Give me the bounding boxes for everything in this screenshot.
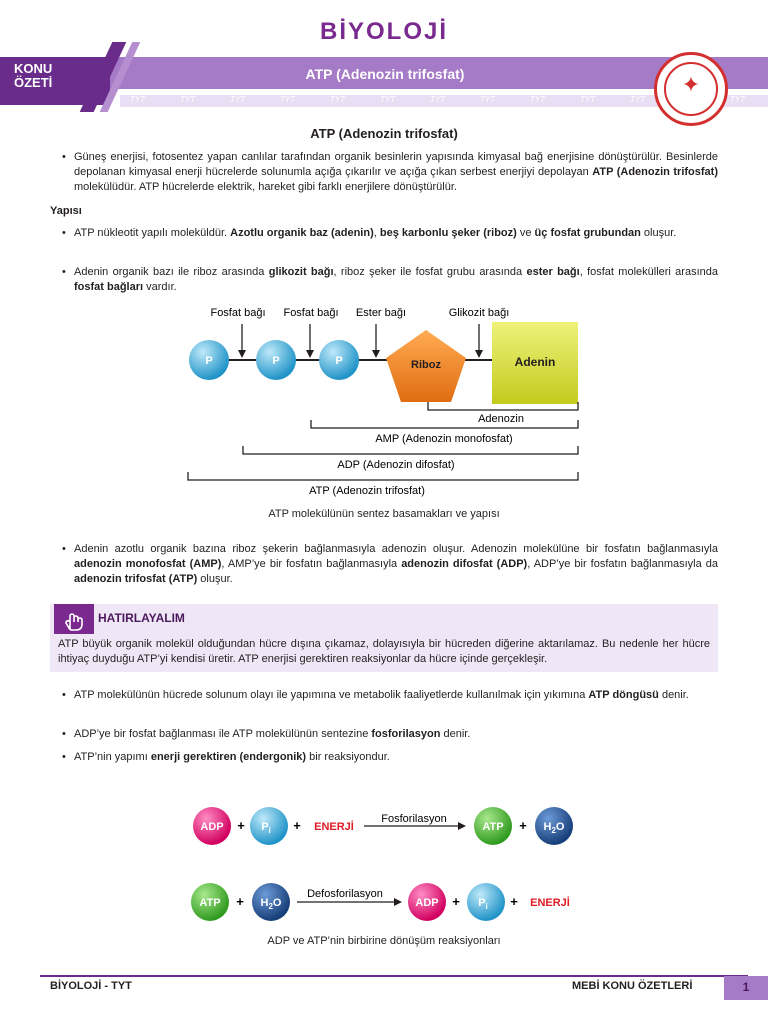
yapisi-bullet-1	[62, 226, 718, 241]
bullet: •	[62, 751, 66, 763]
text: Adenin organik bazı ile riboz arasında	[74, 266, 269, 278]
water-label: $H_2O$	[260, 897, 282, 911]
ribose-label: Riboz	[411, 359, 441, 371]
hand-pointer-icon	[54, 604, 94, 634]
footer-series: MEBİ KONU ÖZETLERİ	[572, 980, 693, 992]
intro-text-end: molekülüdür. ATP hücrelerde elektrik, hareket gibi farklı enerjilere dönüştürülür.	[74, 181, 457, 193]
bracket-atp	[188, 472, 578, 480]
tyt-label: TYT	[180, 95, 196, 104]
intro-text: Güneş enerjisi, fotosentez yapan canlılar tarafından organik besinlerin yapısında kimyasal bağ enerjisine dönüştürülür. Besinlerde depolanan kimyasal enerji hücrelerde solunumla açığa çıkarılır ve açığa çıkan serbest enerjiyi depolayan	[74, 151, 718, 178]
adp-label: ADP	[200, 821, 224, 833]
atp-structure-diagram	[0, 300, 768, 530]
bullet: •	[62, 543, 66, 555]
yapisi-heading: Yapısı	[50, 205, 82, 217]
text: , fosfat molekülleri arasında	[579, 266, 718, 278]
bold-term: üç fosfat grubundan	[534, 227, 641, 239]
bold-term: fosfat bağları	[74, 281, 144, 293]
bond-label-glikozit: Glikozit bağı	[448, 307, 510, 319]
footer-rule	[40, 975, 748, 977]
hatirlayalim-text: ATP büyük organik molekül olduğundan hücre dışına çıkamaz, dolayısıyla bir hücreden diğerine aktarılamaz. Bu nedenle her hücre ihtiyaç duyduğu ATP’yi kendisi üretir. ATP enerjisi gerektiren reaksiyonlar da hücre içinde gerçekleşir.	[58, 638, 710, 665]
bond-arrow	[372, 324, 380, 358]
text: ,	[373, 227, 380, 239]
bond-label-fosfat-2: Fosfat bağı	[283, 307, 339, 319]
bond-label-fosfat-1: Fosfat bağı	[210, 307, 266, 319]
bold-term: glikozit bağı	[268, 266, 334, 278]
atp-dongusu-bullet	[62, 688, 718, 703]
text: ve	[516, 227, 535, 239]
plus-sign: +	[293, 818, 301, 833]
bracket-amp-label: AMP (Adenozin monofosfat)	[375, 433, 513, 445]
tyt-label: TYT	[580, 95, 596, 104]
bold-term: ester bağı	[526, 266, 580, 278]
text: , AMP’ye bir fosfatın bağlanmasıyla	[221, 558, 402, 570]
text: oluşur.	[640, 227, 677, 239]
bond-arrow	[475, 324, 483, 358]
tyt-label: TYT	[430, 95, 446, 104]
pi-label: $P_i$	[261, 821, 271, 835]
konu-ozeti-label	[14, 62, 74, 90]
water-label: $H_2O$	[543, 821, 565, 835]
energy-label: ENERJİ	[314, 821, 354, 833]
bracket-amp	[311, 420, 578, 428]
adenine-label: Adenin	[514, 355, 556, 369]
intro-bold: ATP (Adenozin trifosfat)	[592, 166, 718, 178]
text: oluşur.	[197, 573, 233, 585]
tyt-label: TYT	[480, 95, 496, 104]
bold-term: adenozin monofosfat (AMP)	[74, 558, 222, 570]
text: denir.	[440, 728, 471, 740]
text: denir.	[658, 689, 689, 701]
bullet: •	[62, 689, 66, 701]
yapisi-bullet-2	[62, 265, 718, 295]
badge-line1: KONU	[14, 61, 53, 76]
adp-atp-reaction-diagram	[0, 796, 768, 936]
bold-term: beş karbonlu şeker (riboz)	[379, 227, 517, 239]
bullet: •	[62, 227, 66, 239]
tyt-label: TYT	[730, 95, 746, 104]
plus-sign: +	[237, 818, 245, 833]
subject-title: BİYOLOJİ	[319, 18, 449, 45]
bond-arrow	[306, 324, 314, 358]
atp-label: ATP	[199, 897, 221, 909]
badge-line2: ÖZETİ	[14, 75, 53, 90]
bracket-adp-label: ADP (Adenozin difosfat)	[337, 459, 455, 471]
bold-term: fosforilasyon	[371, 728, 441, 740]
text: ATP molekülünün hücrede solunum olayı ile yapımına ve metabolik faaliyetlerde kullanılmak için yıkımına	[74, 689, 589, 701]
plus-sign: +	[236, 894, 244, 909]
footer-subject: BİYOLOJİ - TYT	[50, 980, 132, 992]
atp-label: ATP	[482, 821, 504, 833]
plus-sign: +	[510, 894, 518, 909]
bullet: •	[62, 728, 66, 740]
bracket-adp	[243, 446, 578, 454]
diagram2-caption: ADP ve ATP’nin birbirine dönüşüm reaksiyonları	[267, 935, 501, 947]
header-topic-title: ATP (Adenozin trifosfat)	[305, 66, 465, 82]
text: ATP’nin yapımı	[74, 751, 151, 763]
bullet: •	[62, 151, 66, 163]
diagram1-caption: ATP molekülünün sentez basamakları ve yapısı	[268, 508, 500, 520]
fosforilasyon-label: Fosforilasyon	[381, 813, 447, 825]
text: bir reaksiyondur.	[306, 751, 390, 763]
fosforilasyon-bullet	[62, 727, 718, 742]
endergonik-bullet	[62, 750, 718, 765]
bold-term: adenozin trifosfat (ATP)	[74, 573, 198, 585]
bold-term: Azotlu organik baz (adenin)	[230, 227, 374, 239]
adenozin-paragraph	[62, 542, 718, 587]
phosphate-label: P	[272, 355, 280, 367]
bracket-adenozin-label: Adenozin	[478, 413, 524, 425]
bond-arrow	[238, 324, 246, 358]
tyt-label: TYT	[530, 95, 546, 104]
phosphate-label: P	[335, 355, 343, 367]
bond-label-ester: Ester bağı	[355, 307, 407, 319]
bold-term: adenozin difosfat (ADP)	[401, 558, 528, 570]
tyt-label: TYT	[330, 95, 346, 104]
intro-paragraph	[62, 150, 718, 195]
tyt-label: TYT	[630, 95, 646, 104]
tyt-label: TYT	[230, 95, 246, 104]
text: Adenin azotlu organik bazına riboz şekerin bağlanmasıyla adenozin oluşur. Adenozin molekülüne bir fosfatın bağlanmasıyla	[74, 543, 718, 555]
tyt-label: TYT	[130, 95, 146, 104]
text: ATP nükleotit yapılı moleküldür.	[74, 227, 231, 239]
bracket-atp-label: ATP (Adenozin trifosfat)	[309, 485, 425, 497]
bold-term: ATP döngüsü	[588, 689, 659, 701]
text: , riboz şeker ile fosfat grubu arasında	[333, 266, 527, 278]
tyt-label: TYT	[380, 95, 396, 104]
plus-sign: +	[452, 894, 460, 909]
defosforilasyon-label: Defosforilasyon	[307, 888, 383, 900]
energy-label: ENERJİ	[530, 897, 570, 909]
plus-sign: +	[519, 818, 527, 833]
tyt-label: TYT	[280, 95, 296, 104]
text: ADP’ye bir fosfat bağlanması ile ATP molekülünün sentezine	[74, 728, 372, 740]
text: vardır.	[143, 281, 177, 293]
bold-term: enerji gerektiren (endergonik)	[150, 751, 307, 763]
section-title: ATP (Adenozin trifosfat)	[310, 126, 458, 141]
pi-label: $P_i$	[478, 897, 488, 911]
page-number: 1	[742, 980, 750, 994]
seal-emblem-icon: ✦	[681, 72, 701, 97]
adp-label: ADP	[415, 897, 439, 909]
hatirlayalim-title: HATIRLAYALIM	[98, 611, 185, 625]
text: , ADP’ye bir fosfatın bağlanmasıyla da	[527, 558, 718, 570]
bullet: •	[62, 266, 66, 278]
phosphate-label: P	[205, 355, 213, 367]
